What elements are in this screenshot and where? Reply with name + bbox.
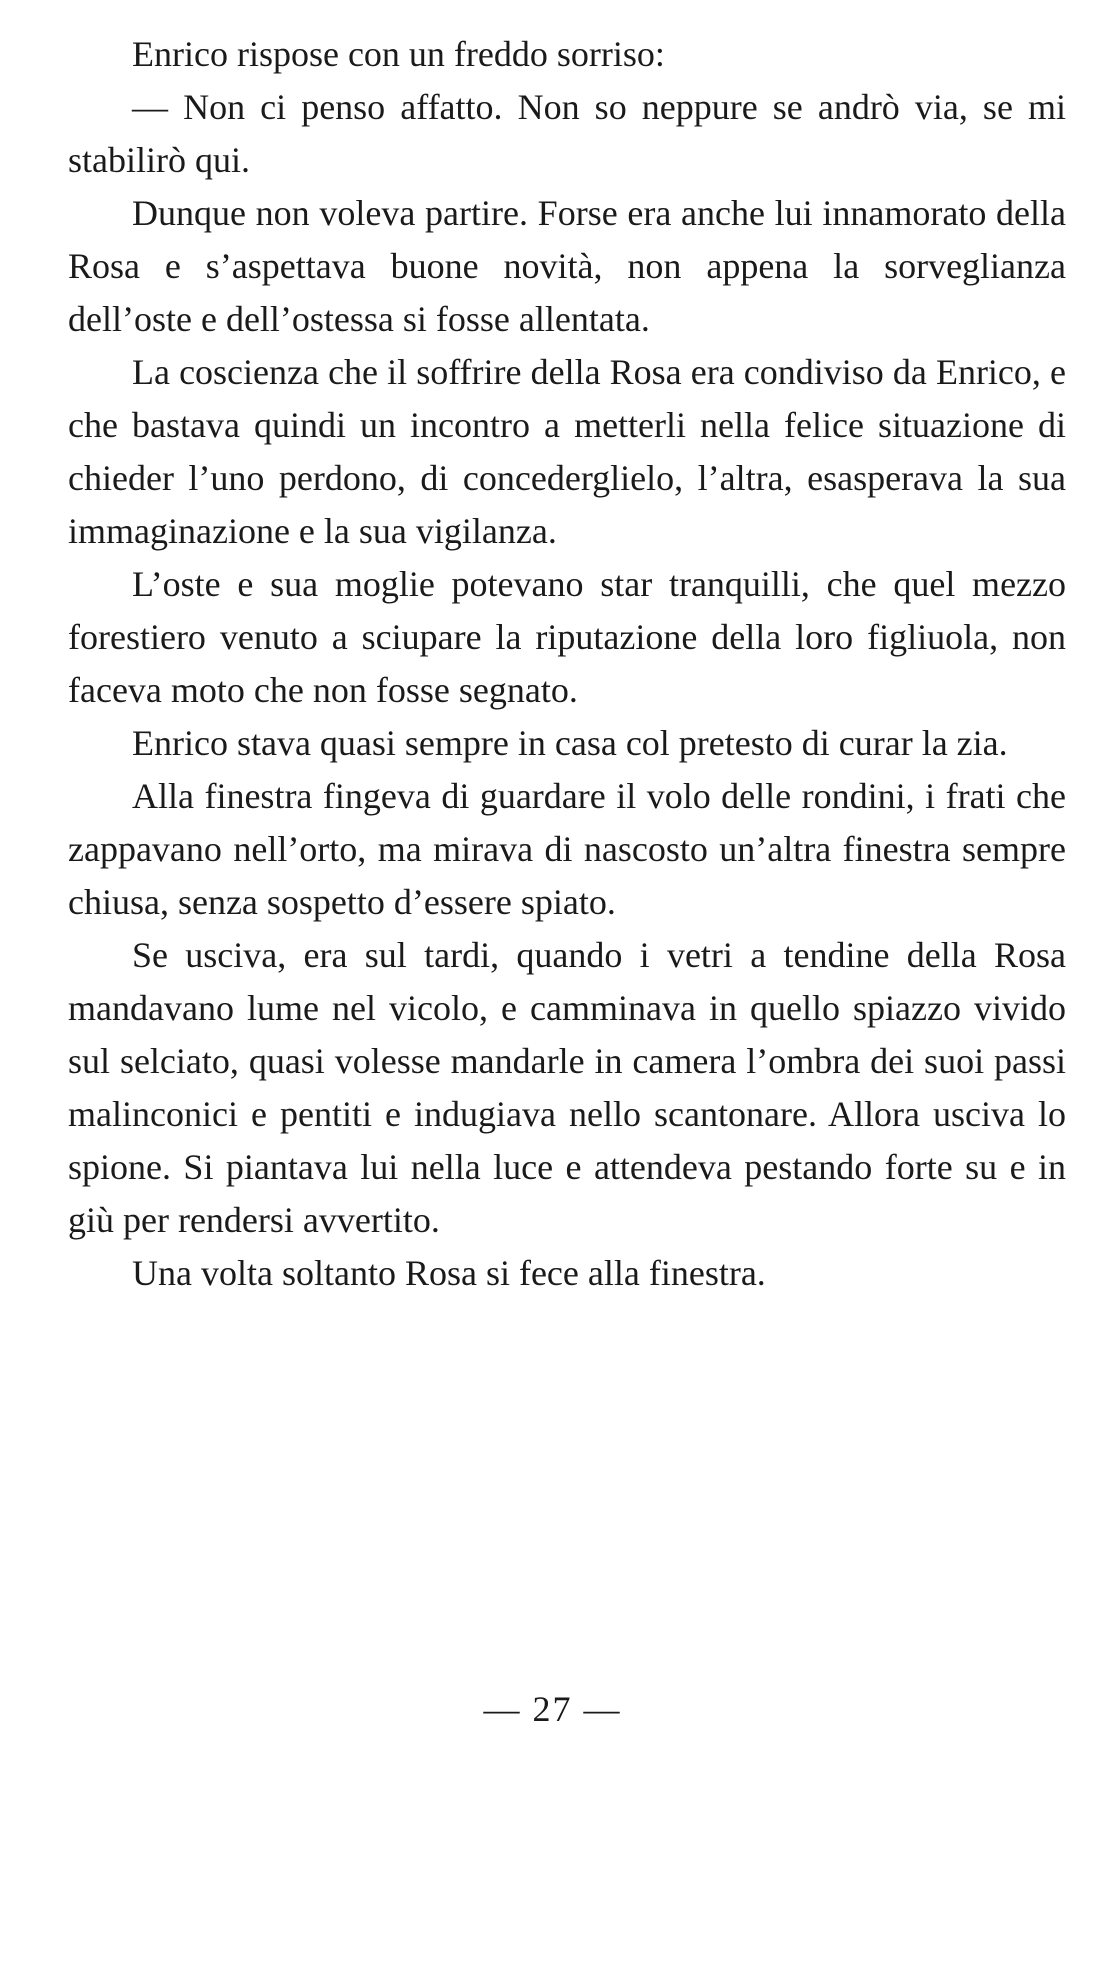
paragraph: Se usciva, era sul tardi, quando i vetri a tendine della Rosa mandavano lume nel vicolo, e camminava in quello spiazzo vivido sul selciato, quasi volesse mandarle in camera l’ombra dei suoi passi malinconici e pentiti e indugiava nello scantonare. Allora usciva lo spione. Si piantava lui nella luce e attendeva pestando forte su e in giù per rendersi avvertito. xyxy=(68,935,1066,1240)
paragraph: Dunque non voleva partire. Forse era anche lui innamorato della Rosa e s’aspettava buone novità, non appena la sorveglianza dell’oste e dell’ostessa si fosse allentata. xyxy=(68,193,1066,339)
paragraph: — Non ci penso affatto. Non so neppure se andrò via, se mi stabilirò qui. xyxy=(68,87,1066,180)
paragraph: Enrico stava quasi sempre in casa col pretesto di curar la zia. xyxy=(132,723,1008,763)
page-body xyxy=(68,28,1066,1300)
paragraph: L’oste e sua moglie potevano star tranquilli, che quel mezzo forestiero venuto a sciupare la riputazione della loro figliuola, non faceva moto che non fosse segnato. xyxy=(68,564,1066,710)
page-number: — 27 — xyxy=(483,1689,622,1729)
paragraph: Alla finestra fingeva di guardare il volo delle rondini, i frati che zappavano nell’orto, ma mirava di nascosto un’altra finestra sempre chiusa, senza sospetto d’essere spiato. xyxy=(68,776,1066,922)
paragraph: Una volta soltanto Rosa si fece alla finestra. xyxy=(132,1253,766,1293)
paragraph: Enrico rispose con un freddo sorriso: xyxy=(132,34,665,74)
paragraph: La coscienza che il soffrire della Rosa era condiviso da Enrico, e che bastava quindi un incontro a metterli nella felice situazione di chieder l’uno perdono, di concederglielo, l’altra, esasperava la sua immaginazione e la sua vigilanza. xyxy=(68,352,1066,551)
